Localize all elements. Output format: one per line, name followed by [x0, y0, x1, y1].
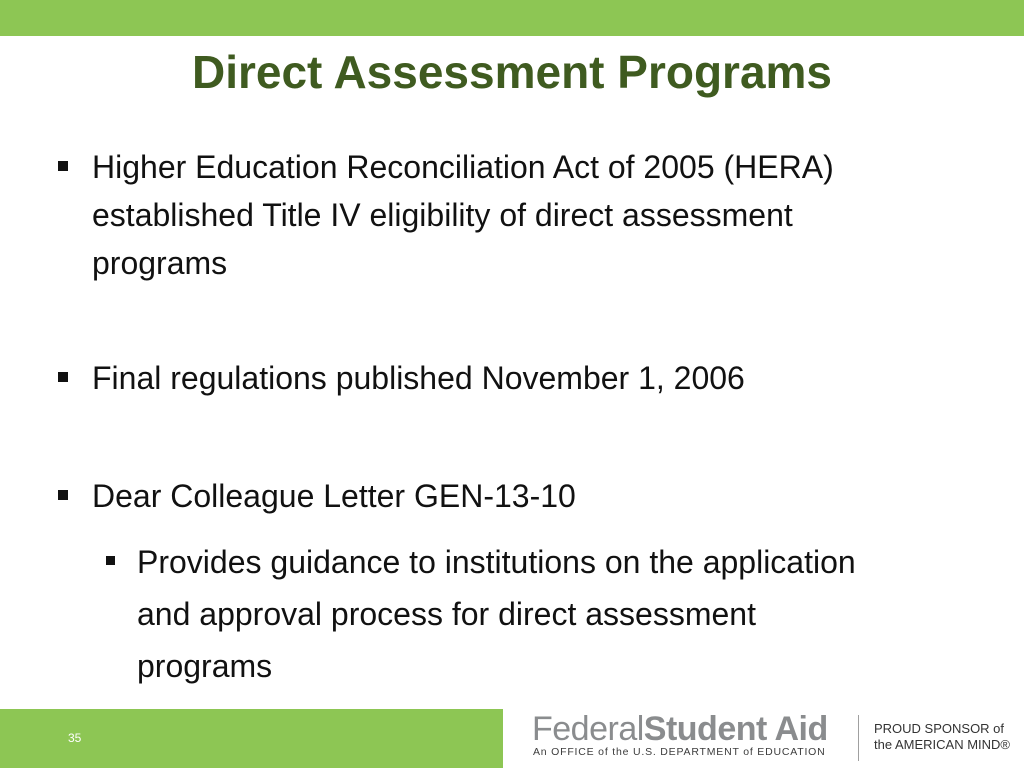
square-bullet-icon [106, 556, 115, 565]
bullet-text: Final regulations published November 1, 2006 [92, 360, 745, 396]
federal-student-aid-logo [532, 709, 828, 749]
top-accent-bar [0, 0, 1024, 36]
sub-bullet-text: Provides guidance to institutions on the application and approval process for direct assessment programs [137, 544, 856, 684]
bullet-item [58, 354, 908, 402]
logo-divider [858, 715, 859, 761]
footer-logo-area [503, 709, 1024, 768]
sponsor-tagline [874, 721, 1010, 753]
square-bullet-icon [58, 372, 68, 382]
square-bullet-icon [58, 490, 68, 500]
logo-federal-text: Federal [532, 710, 644, 748]
bullet-item [58, 472, 908, 520]
sponsor-line-1: PROUD SPONSOR of [874, 721, 1005, 736]
logo-student-aid-text: Student Aid [643, 710, 828, 748]
sponsor-line-2: the AMERICAN MIND® [874, 737, 1010, 752]
bullet-text: Dear Colleague Letter GEN-13-10 [92, 478, 576, 514]
bullet-text: Higher Education Reconciliation Act of 2005 (HERA) established Title IV eligibility of direct assessment programs [92, 149, 834, 281]
sub-bullet-item [106, 536, 896, 692]
slide-title: Direct Assessment Programs [191, 46, 833, 98]
logo-subtitle: An OFFICE of the U.S. DEPARTMENT of EDUCATION [533, 746, 826, 758]
bullet-item [58, 143, 908, 287]
page-number: 35 [68, 731, 82, 745]
square-bullet-icon [58, 161, 68, 171]
